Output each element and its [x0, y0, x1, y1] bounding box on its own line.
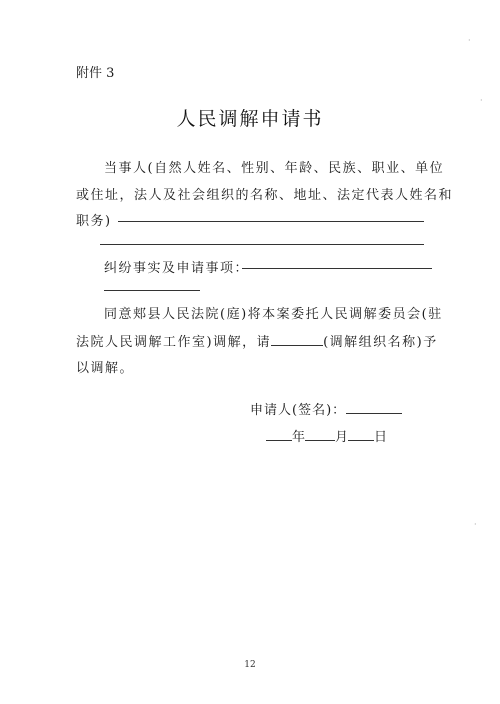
- party-info-blank-1[interactable]: [118, 221, 424, 222]
- dispute-facts-blank-2[interactable]: [104, 290, 200, 291]
- consent-line-2: [76, 331, 438, 350]
- consent-line-1: 同意郏县人民法院(庭)将本案委托人民调解委员会(驻: [104, 307, 443, 322]
- mediation-org-blank[interactable]: [271, 333, 323, 346]
- day-blank[interactable]: [348, 428, 374, 441]
- month-label: 月: [335, 430, 349, 445]
- applicant-signature-blank[interactable]: [346, 401, 402, 414]
- document-title: 人民调解申请书: [176, 108, 324, 130]
- day-label: 日: [374, 430, 388, 445]
- dispute-facts-blank-1[interactable]: [242, 268, 432, 269]
- year-label: 年: [292, 430, 306, 445]
- applicant-label: 申请人(签名)：: [250, 403, 347, 418]
- party-info-line-2: 或住址，法人及社会组织的名称、地址、法定代表人姓名和: [76, 188, 454, 203]
- year-blank[interactable]: [266, 428, 292, 441]
- scan-speck: ·: [480, 96, 483, 105]
- scan-speck: ·: [468, 36, 471, 45]
- date-row: [266, 426, 387, 445]
- attachment-label: 附件 3: [76, 66, 115, 81]
- applicant-signature-row: [250, 399, 402, 418]
- consent-line-2-text: 法院人民调解工作室)调解，请: [76, 335, 272, 350]
- mediation-org-hint: (调解组织名称)予: [323, 335, 438, 350]
- month-blank[interactable]: [305, 428, 335, 441]
- dispute-facts-label: 纠纷事实及申请事项：: [104, 261, 250, 276]
- page-number: 12: [244, 660, 256, 670]
- party-info-blank-2[interactable]: [100, 244, 424, 245]
- consent-line-3: 以调解。: [76, 361, 135, 376]
- scan-speck: ·: [474, 520, 477, 529]
- party-info-line-3: 职务): [76, 214, 112, 229]
- party-info-line-1: 当事人(自然人姓名、性别、年龄、民族、职业、单位: [104, 161, 445, 176]
